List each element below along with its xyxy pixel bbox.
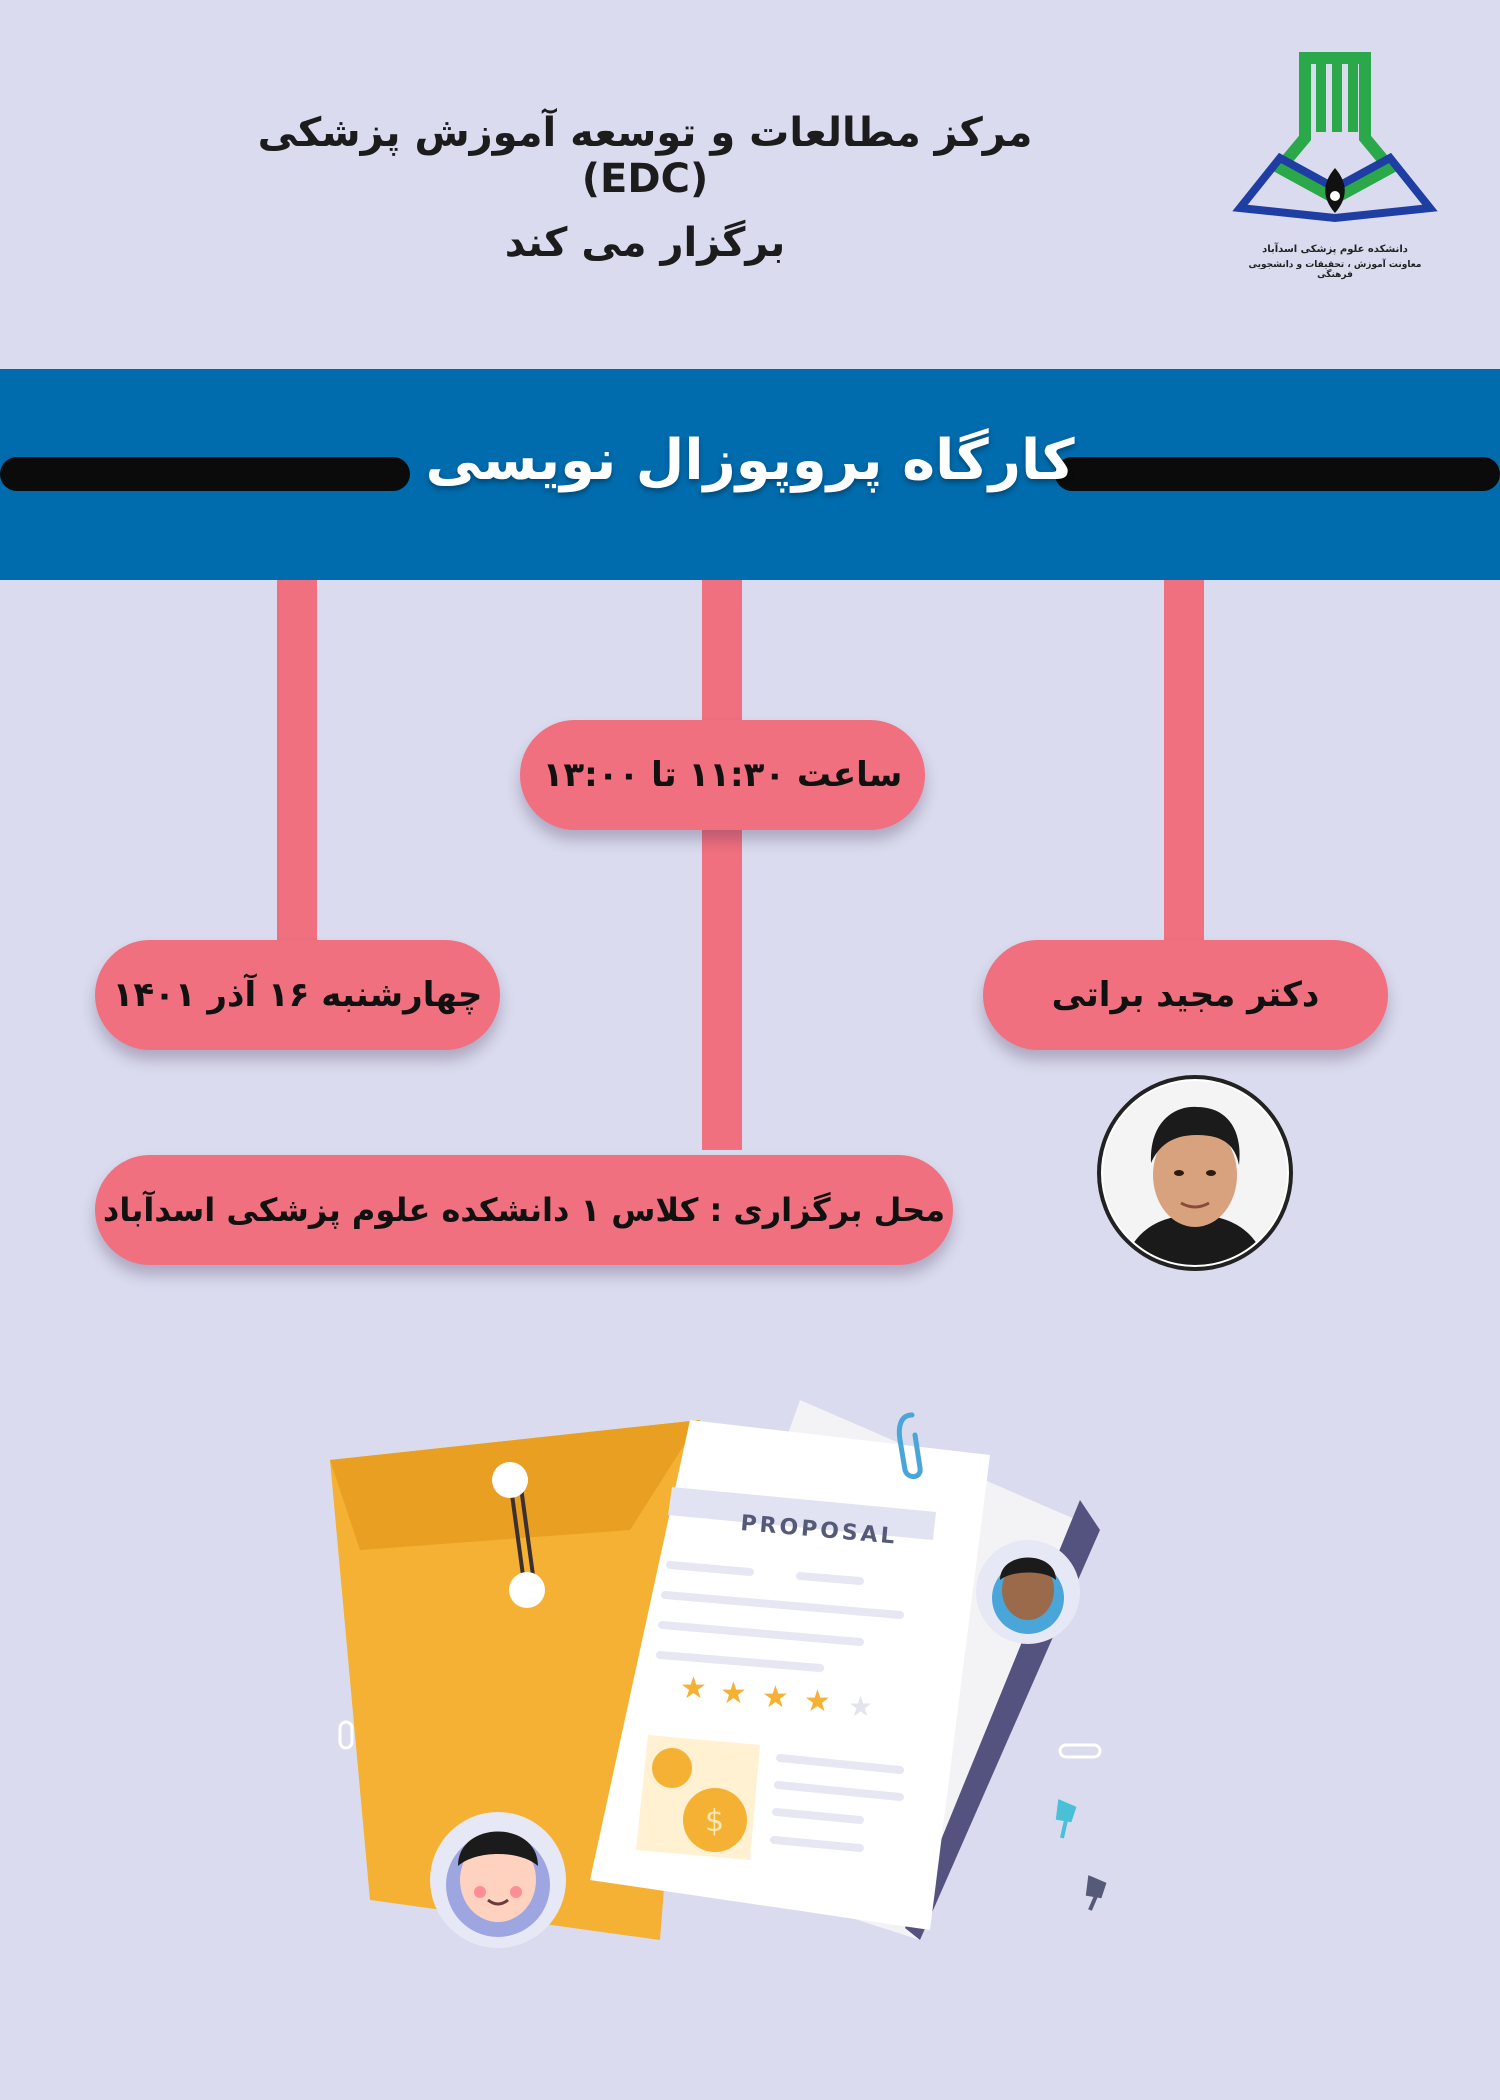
- organizer-subtitle: برگزار می کند: [504, 220, 786, 266]
- time-pill: ساعت ۱۱:۳۰ تا ۱۳:۰۰: [520, 720, 925, 830]
- reviewer-avatar-icon: [976, 1540, 1080, 1644]
- organizer-title: مرکز مطالعات و توسعه آموزش پزشکی (EDC): [257, 110, 1033, 202]
- decor-shape: [340, 1722, 352, 1748]
- star-icon: ★: [804, 1684, 831, 1719]
- star-icon: ★: [720, 1676, 747, 1711]
- pushpin-icon: [1088, 1878, 1104, 1910]
- banner-decor-bar-left: [0, 457, 410, 491]
- author-avatar-icon: [430, 1812, 566, 1948]
- banner-decor-bar-right: [1055, 457, 1500, 491]
- workshop-title: کارگاه پروپوزال نویسی: [425, 428, 1075, 493]
- star-icon: ★: [680, 1671, 707, 1706]
- proposal-illustration: [300, 1380, 1180, 1970]
- pushpin-icon: [1058, 1802, 1074, 1838]
- presenter-photo: [1097, 1075, 1293, 1271]
- logo-caption-line2: معاونت آموزش ، تحقیقات و دانشجویی فرهنگی: [1248, 260, 1422, 280]
- star-icon: ★: [762, 1680, 789, 1715]
- connector-date: [277, 580, 317, 960]
- proposal-label: PROPOSAL: [739, 1511, 899, 1550]
- presenter-pill: دکتر مجید براتی: [983, 940, 1388, 1050]
- connector-time-location: [702, 580, 742, 1150]
- logo-caption-line1: دانشکده علوم پزشکی اسدآباد: [1262, 244, 1408, 255]
- connector-presenter: [1164, 580, 1204, 960]
- dollar-icon: $: [705, 1804, 725, 1839]
- location-pill: محل برگزاری : کلاس ۱ دانشکده علوم پزشکی اسدآباد: [95, 1155, 953, 1265]
- logo-emblem-icon: [1230, 48, 1440, 238]
- university-logo: [1230, 48, 1440, 288]
- date-pill: چهارشنبه ۱۶ آذر ۱۴۰۱: [95, 940, 500, 1050]
- decor-shape: [1060, 1745, 1100, 1757]
- star-empty-icon: ★: [848, 1690, 874, 1723]
